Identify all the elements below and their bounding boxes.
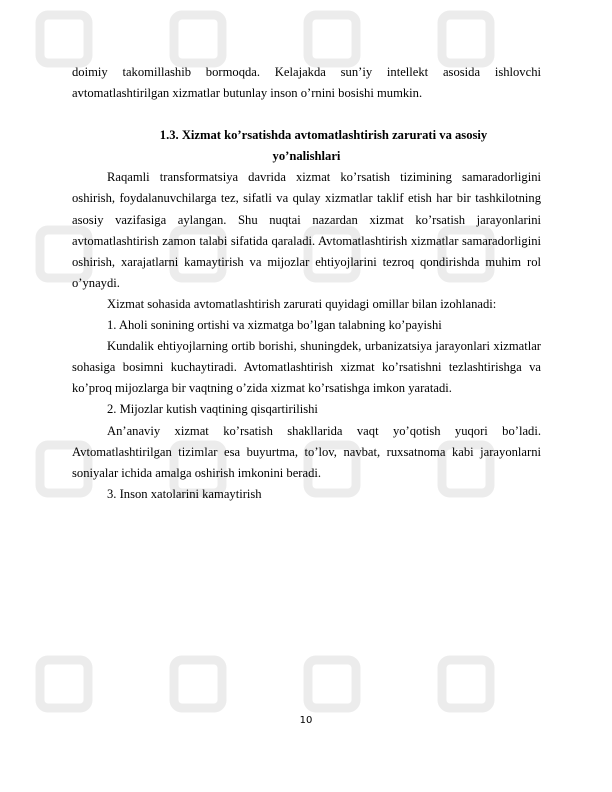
document-body (72, 62, 541, 505)
paragraph-population: Kundalik ehtiyojlarning ortib borishi, shuningdek, urbanizatsiya jarayonlari xizmatlar sohasiga bosimni kuchaytiradi. Avtomatlashtirish xizmat ko’rsatishni tezlashtirishga va ko’proq mijozlarga bir vaqtning o’zida xizmat ko’rsatishga imkon yaratadi. (72, 339, 541, 396)
list-item-2-title: 2. Mijozlar kutish vaqtining qisqartirilishi (107, 402, 318, 417)
section-heading-line1: 1.3. Xizmat ko’rsatishda avtomatlashtirish zarurati va asosiy (159, 128, 488, 143)
paragraph-factors-intro: Xizmat sohasida avtomatlashtirish zarurati quyidagi omillar bilan izohlanadi: (107, 296, 497, 311)
list-item-3-title: 3. Inson xatolarini kamaytirish (107, 486, 262, 501)
paragraph-digital-transformation: Raqamli transformatsiya davrida xizmat ko’rsatish tizimining samaradorligini oshirish, foydalanuvchilarga tez, sifatli va qulay xizmatlar taklif etish har bir tashkilotning asosiy vazifasiga aylangan. Shu nuqtai nazardan xizmat ko’rsatish jarayonlarini avtomatlashtirish zamon talabi sifatida qaraladi. Avtomatlashtirish xizmatlar samaradorligini oshirish, xarajatlarni kamaytirish va mijozlar ehtiyojlarini tezroq qondirishda muhim rol o’ynaydi. (72, 170, 541, 290)
list-item-1-title: 1. Aholi sonining ortishi va xizmatga bo’lgan talabning ko’payishi (107, 318, 442, 333)
section-heading (72, 125, 541, 167)
paragraph-intro-continued: doimiy takomillashib bormoqda. Kelajakda sun’iy intellekt asosida ishlovchi avtomatlashtirilgan xizmatlar butunlay inson o’rnini bosishi mumkin. (72, 65, 541, 101)
page-number: 10 (299, 715, 313, 726)
paragraph-waiting-time: An’anaviy xizmat ko’rsatish shakllarida vaqt yo’qotish yuqori bo’ladi. Avtomatlashtirilgan tizimlar esa buyurtma, to’lov, navbat, ruxsatnoma kabi jarayonlarni soniyalar ichida amalga oshirish imkonini beradi. (72, 423, 541, 480)
section-heading-line2: yo’nalishlari (272, 149, 341, 164)
spacer (72, 104, 541, 125)
